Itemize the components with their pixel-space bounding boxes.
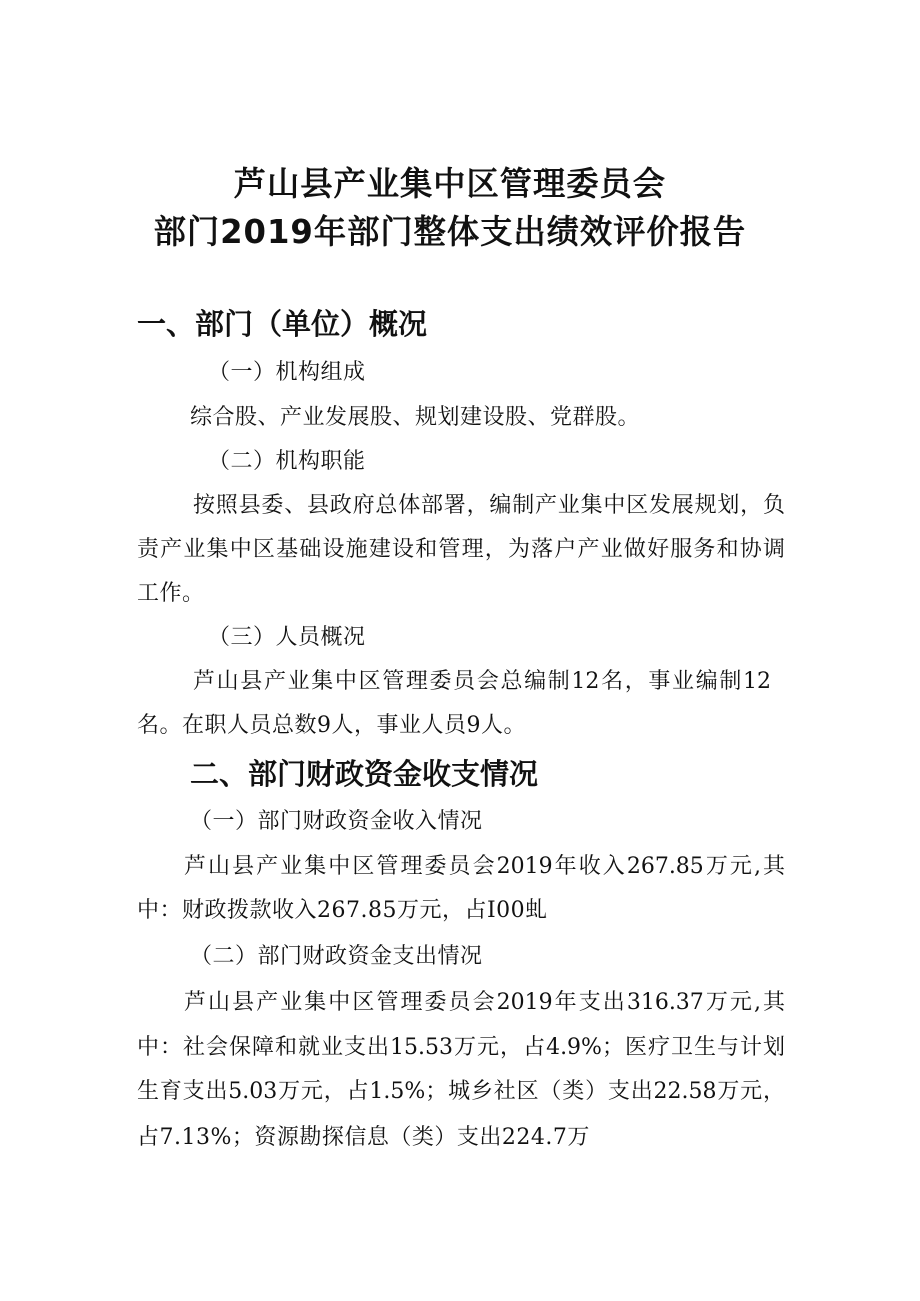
document-title-line1: 芦山县产业集中区管理委员会: [233, 164, 667, 203]
section2-sub2-line3: 生育支出5.03万元，占1.5%；城乡社区（类）支出22.58万元，: [137, 1079, 785, 1104]
section2-sub2-line4: 占7.13%；资源勘探信息（类）支出224.7万: [137, 1125, 590, 1150]
section2-sub1-line2: 中：财政拨款收入267.85万元，占I00虬: [137, 898, 548, 923]
section1-sub1-text: 综合股、产业发展股、规划建设股、党群股。: [190, 405, 641, 430]
section1-sub3-line1: 芦山县产业集中区管理委员会总编制12名，事业编制12: [193, 669, 771, 694]
section1-sub2-line2: 责产业集中区基础设施建设和管理，为落户产业做好服务和协调: [137, 537, 785, 562]
section2-sub1-line1: 芦山县产业集中区管理委员会2019年收入267.85万元,其: [184, 854, 785, 879]
section1-sub1-heading: （一）机构组成: [208, 360, 366, 385]
section2-sub2-line1: 芦山县产业集中区管理委员会2019年支出316.37万元,其: [184, 990, 785, 1015]
section1-sub3-line2: 名。在职人员总数9人，事业人员9人。: [137, 713, 526, 738]
section2-heading: 二、部门财政资金收支情况: [190, 757, 539, 791]
document-title-line2: 部门2019年部门整体支出绩效评价报告: [153, 212, 747, 251]
section1-sub2-line3: 工作。: [137, 581, 205, 606]
section1-sub2-heading: （二）机构职能: [208, 449, 366, 474]
section1-heading: 一、部门（单位）概况: [137, 307, 428, 341]
section2-sub1-heading: （一）部门财政资金收入情况: [190, 809, 483, 834]
section2-sub2-heading: （二）部门财政资金支出情况: [190, 944, 483, 969]
section1-sub2-line1: 按照县委、县政府总体部署，编制产业集中区发展规划，负: [193, 493, 785, 518]
section1-sub3-heading: （三）人员概况: [208, 625, 366, 650]
section2-sub2-line2: 中：社会保障和就业支出15.53万元，占4.9%；医疗卫生与计划: [137, 1035, 785, 1060]
